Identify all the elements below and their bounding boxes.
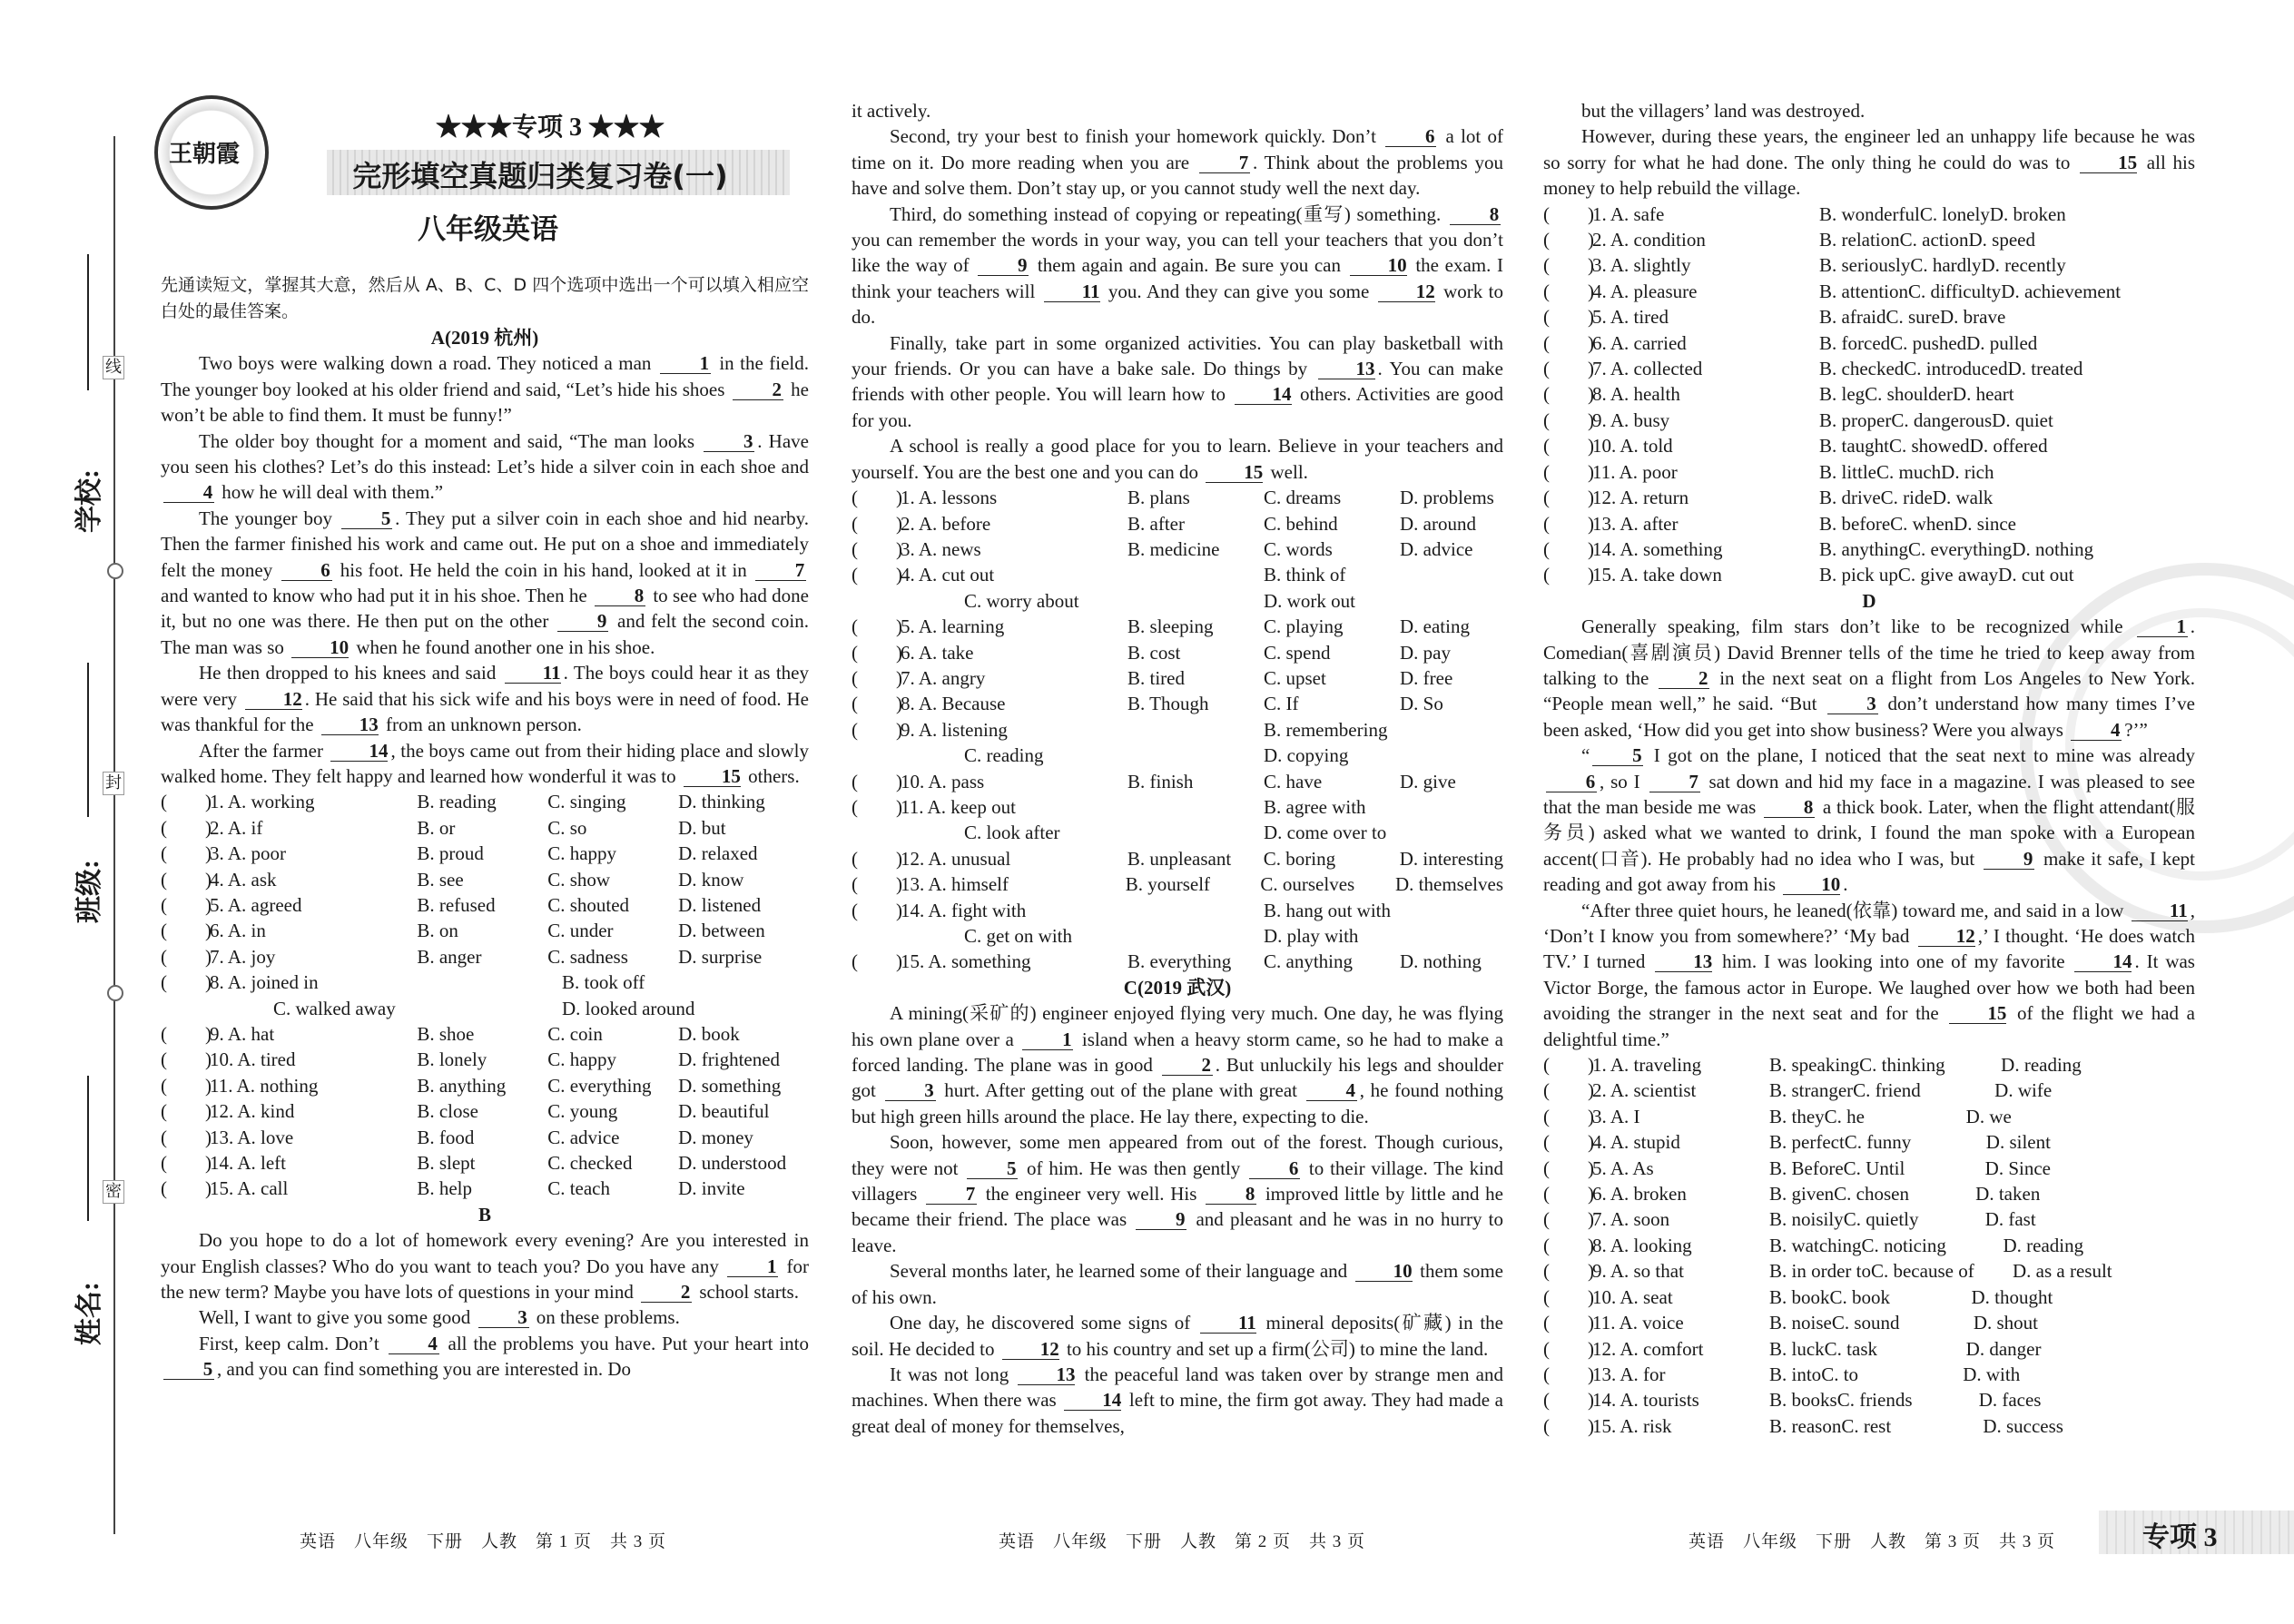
question-row[interactable]: ( ) 9. A. listening B. remembering [852, 718, 1388, 741]
question-row[interactable]: ( ) 14. A. tourists B. books C. friends D. faces [1543, 1389, 2042, 1412]
question-row[interactable]: ( ) 15. A. take down B. pick up C. give away D. cut out [1543, 564, 2074, 586]
passage-a-options [161, 789, 809, 1202]
binding-line [113, 136, 115, 1534]
question-row-cont: C. reading D. copying [964, 744, 1349, 767]
seal-line-mark: 封 [103, 772, 124, 795]
question-row[interactable]: ( ) 8. A. Because B. Though C. If D. So [852, 693, 1443, 715]
question-row[interactable]: ( ) 11. A. voice B. noise C. sound D. shout [1543, 1312, 2039, 1334]
passage-b-heading: B [478, 1203, 491, 1225]
question-row[interactable]: ( ) 9. A. so that B. in order to C. because of D. as a result [1543, 1260, 2112, 1283]
exam-subtitle: 八年级英语 [418, 213, 558, 246]
passage-b-options [852, 485, 1503, 975]
question-row[interactable]: ( ) 6. A. broken B. given C. chosen D. taken [1543, 1183, 2041, 1206]
question-row[interactable]: ( ) 7. A. collected B. checked C. introduced D. treated [1543, 358, 2083, 380]
exam-title: 完形填空真题归类复习卷(一) [352, 159, 728, 193]
school-underline [87, 254, 89, 390]
question-row[interactable]: ( ) 13. A. after B. before C. when D. since [1543, 512, 2016, 535]
instructions: 先通读短文，掌握其大意，然后从 A、B、C、D 四个选项中选出一个可以填入相应空白处的最佳答案。 [161, 275, 809, 321]
passage-c-text-end: but the villagers’ land was destroyed. However, during these years, the engineer led an unhappy life because he was so sorry for what he had done. The only thing he could do was to 15 all his money to help rebuild the village. [1543, 100, 2196, 200]
question-row[interactable]: ( ) 7. A. angry B. tired C. upset D. free [852, 666, 1453, 689]
question-row[interactable]: ( ) 6. A. take B. cost C. spend D. pay [852, 641, 1451, 664]
question-row[interactable]: ( ) 15. A. something B. everything C. anything D. nothing [852, 950, 1482, 973]
passage-a-text: Two boys were walking down a road. They noticed a man 1 in the field. The younger boy looked at his older friend and said, “Let’s hide his shoes 2 he won’t be able to find them. It must be funny!” The older boy thought for a moment and said, “The man looks 3 . Have you seen his clothes? Let’s do this instead: Let’s hide a silver coin in each shoe and 4 how he will deal with them.” The younger boy 5 . They put a silver coin in each shoe and hid nearby. Then the farmer finished his work and came out. He put on a shoe and immediately felt the money 6 his foot. He held the coin in his hand, looked at it in 7 and wanted to know who had put it in his shoe. Then he 8 to see who had done it, but no one was there. He then put on the other 9 and felt the second coin. The man was so 10 when he found another one in his shoe. He then dropped to his knees and said 11 . The boys could hear it as they were very 12 . He said that his sick wife and his boys were in need of food. He was thankful for the 13 from an unknown person. After the farmer 14 , the boys came out from their hiding place and slowly walked home. They felt happy and learned how wonderful it was to 15 others. [161, 352, 810, 787]
question-row[interactable]: ( ) 7. A. soon B. noisily C. quietly D. fast [1543, 1208, 2036, 1231]
question-row[interactable]: ( ) 4. A. pleasure B. attention C. difficulty D. achievement [1543, 280, 2122, 302]
question-row[interactable]: ( ) 2. A. condition B. relation C. action D. speed [1543, 229, 2035, 251]
seal-line-mark: 密 [103, 1180, 124, 1204]
question-row[interactable]: ( ) 15. A. call B. help C. teach D. invite [161, 1177, 745, 1200]
question-row[interactable]: ( ) 10. A. pass B. finish C. have D. give [852, 770, 1456, 792]
question-row[interactable]: ( ) 12. A. kind B. close C. young D. beautiful [161, 1100, 770, 1123]
question-row[interactable]: ( ) 12. A. unusual B. unpleasant C. boring D. interesting [852, 847, 1504, 870]
passage-c-text: A mining(采矿的) engineer enjoyed flying very much. One day, he was flying his own plane over a 1 island when a heavy storm came, so he had to make a forced landing. The plane was in good 2 . But unluckily his legs and shoulder got 3 hurt. After getting out of the plane with great 4 , he found nothing but high green hills around the place. He lay there, expecting to die. Soon, however, some men appeared from out of the forest. Though curious, they were not 5 of him. He was then gently 6 to their village. The kind villagers 7 the engineer very well. His 8 improved little by little and he became their friend. The place was 9 and pleasant and he was in no hurry to leave. Several months later, he learned some of their language and 10 them some of his own. One day, he discovered some signs of 11 mineral deposits(矿藏) in the soil. He decided to 12 to his country and set up a firm(公司) to mine the land. It was not long 13 the peaceful land was taken over by strange men and machines. When there was 14 left to mine, the firm got away. They had made a great deal of money for themselves, [852, 1002, 1503, 1437]
question-row[interactable]: ( ) 3. A. news B. medicine C. words D. advice [852, 537, 1473, 560]
footer-page-3: 英语 八年级 下册 人教 第 3 页 共 3 页 [1689, 1532, 2056, 1551]
question-row[interactable]: ( ) 4. A. stupid B. perfect C. funny D. silent [1543, 1131, 2051, 1154]
question-row-cont: C. get on with D. play with [964, 925, 1359, 947]
question-row[interactable]: ( ) 14. A. something B. anything C. everything D. nothing [1543, 537, 2094, 560]
question-row[interactable]: ( ) 8. A. health B. leg C. shoulder D. heart [1543, 383, 2014, 406]
question-row[interactable]: ( ) 2. A. scientist B. stranger C. friend D. wife [1543, 1079, 2053, 1102]
question-row[interactable]: ( ) 11. A. poor B. little C. much D. rich [1543, 460, 1994, 483]
question-row[interactable]: ( ) 5. A. As B. Before C. Until D. Since [1543, 1156, 2051, 1179]
logo-text: 王朝霞 [169, 141, 241, 168]
question-row[interactable]: ( ) 13. A. for B. into C. to D. with [1543, 1363, 2021, 1385]
name-underline [87, 1076, 89, 1221]
question-row[interactable]: ( ) 1. A. lessons B. plans C. dreams D. problems [852, 487, 1494, 509]
school-label: 学校: [74, 469, 104, 533]
question-row[interactable]: ( ) 4. A. cut out B. think of [852, 564, 1346, 586]
question-row[interactable]: ( ) 6. A. carried B. forced C. pushed D. pulled [1543, 331, 2038, 354]
question-row[interactable]: ( ) 11. A. nothing B. anything C. everything D. something [161, 1074, 782, 1097]
question-row[interactable]: ( ) 5. A. agreed B. refused C. shouted D. listened [161, 893, 762, 916]
passage-d-heading: D [1862, 589, 1876, 612]
column-2 [852, 98, 1503, 1439]
question-row[interactable]: ( ) 14. A. fight with B. hang out with [852, 899, 1391, 921]
brand-logo [154, 95, 269, 210]
question-row[interactable]: ( ) 5. A. learning B. sleeping C. playing D. eating [852, 615, 1470, 638]
question-row[interactable]: ( ) 6. A. in B. on C. under D. between [161, 920, 765, 942]
question-row[interactable]: ( ) 3. A. I B. they C. he D. we [1543, 1105, 2012, 1127]
question-row[interactable]: ( ) 13. A. love B. food C. advice D. money [161, 1126, 753, 1148]
question-row[interactable]: ( ) 10. A. told B. taught C. showed D. offered [1543, 435, 2048, 458]
question-row[interactable]: ( ) 11. A. keep out B. agree with [852, 795, 1366, 818]
seal-line-mark: 线 [103, 356, 124, 379]
question-row[interactable]: ( ) 12. A. comfort B. luck C. task D. danger [1543, 1337, 2042, 1360]
question-row[interactable]: ( ) 1. A. working B. reading C. singing D. thinking [161, 791, 765, 813]
question-row-cont: C. worry about D. work out [964, 589, 1355, 612]
question-row[interactable]: ( ) 8. A. joined in B. took off [161, 971, 645, 994]
question-row[interactable]: ( ) 2. A. before B. after C. behind D. around [852, 512, 1476, 535]
passage-c-options [1543, 202, 2195, 588]
column-1 [161, 272, 809, 1383]
question-row[interactable]: ( ) 1. A. traveling B. speaking C. thinking D. reading [1543, 1054, 2082, 1077]
question-row[interactable]: ( ) 3. A. slightly B. seriously C. hardly D. recently [1543, 254, 2066, 277]
punch-hole [107, 563, 123, 579]
passage-b-text-start: Do you hope to do a lot of homework every evening? Are you interested in your English classes? Who do you want to teach you? Do you have any 1 for the new term? Maybe you have lots of questions in your mind 2 school starts. Well, I want to give you some good 3 on these problems. First, keep calm. Don’t 4 all the problems you have. Put your heart into 5 , and you can find something you are interested in. Do [161, 1229, 809, 1381]
name-label: 姓名: [74, 1282, 104, 1345]
question-row[interactable]: ( ) 12. A. return B. drive C. ride D. walk [1543, 487, 1994, 509]
question-row[interactable]: ( ) 5. A. tired B. afraid C. sure D. brave [1543, 306, 2006, 329]
class-underline [87, 663, 89, 817]
question-row[interactable]: ( ) 15. A. risk B. reason C. rest D. success [1543, 1414, 2063, 1437]
passage-c-heading: C(2019 武汉) [1123, 976, 1232, 999]
binding-margin [0, 0, 150, 1624]
question-row-cont: C. look after D. come over to [964, 822, 1387, 844]
question-row[interactable]: ( ) 9. A. busy B. proper C. dangerous D. quiet [1543, 408, 2053, 431]
question-row[interactable]: ( ) 8. A. looking B. watching C. noticing D. reading [1543, 1234, 2084, 1256]
question-row[interactable]: ( ) 4. A. ask B. see C. show D. know [161, 868, 744, 891]
passage-d-options [1543, 1052, 2195, 1439]
passage-b-text: it actively. Second, try your best to finish your homework quickly. Don’t 6 a lot of time on it. Do more reading when you are 7 . Think about the problems you have and solve them. Don’t stay up, or you cannot study well the next day. Third, do something instead of copying or repeating(重写) something. 8 you can remember the words in your way, you can tell your teachers that you don’t like the way of 9 them again and again. Be sure you can 10 the exam. I think your teachers will 11 you. And they can give you some 12 work to do. Finally, take part in some organized activities. You can play basketball with your friends. Or you can have a bake sale. Do things by 13 . You can make friends with other people. You will learn how to 14 others. Activities are good for you. A school is really a good place for you to learn. Believe in your teachers and yourself. You are the best one and you can do 15 well. [852, 100, 1504, 483]
question-row[interactable]: ( ) 9. A. hat B. shoe C. coin D. book [161, 1022, 740, 1045]
class-label: 班级: [74, 860, 104, 923]
footer-page-1: 英语 八年级 下册 人教 第 1 页 共 3 页 [300, 1532, 667, 1551]
punch-hole [107, 985, 123, 1001]
question-row[interactable]: ( ) 2. A. if B. or C. so D. but [161, 816, 726, 839]
question-row[interactable]: ( ) 10. A. tired B. lonely C. happy D. frightened [161, 1048, 781, 1071]
footer-page-2: 英语 八年级 下册 人教 第 2 页 共 3 页 [999, 1532, 1366, 1551]
corner-label: 专项 3 [2142, 1522, 2218, 1552]
question-row[interactable]: ( ) 13. A. himself B. yourself C. ourselves D. themselves [852, 873, 1503, 896]
question-row[interactable]: ( ) 7. A. joy B. anger C. sadness D. surprise [161, 945, 763, 968]
passage-a-heading: A(2019 杭州) [430, 327, 539, 349]
question-row[interactable]: ( ) 1. A. safe B. wonderful C. lonely D. broken [1543, 202, 2066, 225]
question-row[interactable]: ( ) 14. A. left B. slept C. checked D. understood [161, 1152, 787, 1174]
question-row[interactable]: ( ) 10. A. seat B. book C. book D. thought [1543, 1285, 2053, 1308]
topic-label: ★★★专项 3 ★★★ [436, 113, 665, 142]
question-row-cont: C. walked away D. looked around [273, 997, 695, 1019]
exam-header [154, 95, 808, 272]
question-row[interactable]: ( ) 3. A. poor B. proud C. happy D. relaxed [161, 842, 758, 865]
passage-d-text: Generally speaking, film stars don’t like to be recognized while 1 . Comedian(喜剧演员) David Brenner tells of the time he tried to keep away from talking to the 2 in the next seat on a flight from Los Angeles to New York. “People mean well,” he said. “But 3 don’t understand how many times I’ve been asked, ‘How did you get into show business? Were you always 4 ?’” “ 5 I got on the plane, I noticed that the seat next to mine was already 6 , so I 7 sat down and hid my face in a magazine. I was pleased to see that the man beside me was 8 a thick book. Later, when the flight attendant(服务员) asked what we wanted to drink, I found the man spoke with a European accent(口音). He probably had no idea who I was, but 9 make it safe, I kept reading and got away from his 10 . “After three quiet hours, he leaned(依靠) toward me, and said in a low 11 , ‘Don’t I know you from somewhere?’ ‘My bad 12 ,’ I thought. ‘He does watch TV.’ I turned 13 him. I was looking into one of my favorite 14 . It was Victor Borge, the famous actor in Europe. We laughed over how we both had been avoiding the stranger in the next seat and for the 15 of the flight we had a delightful time.” [1543, 615, 2195, 1050]
